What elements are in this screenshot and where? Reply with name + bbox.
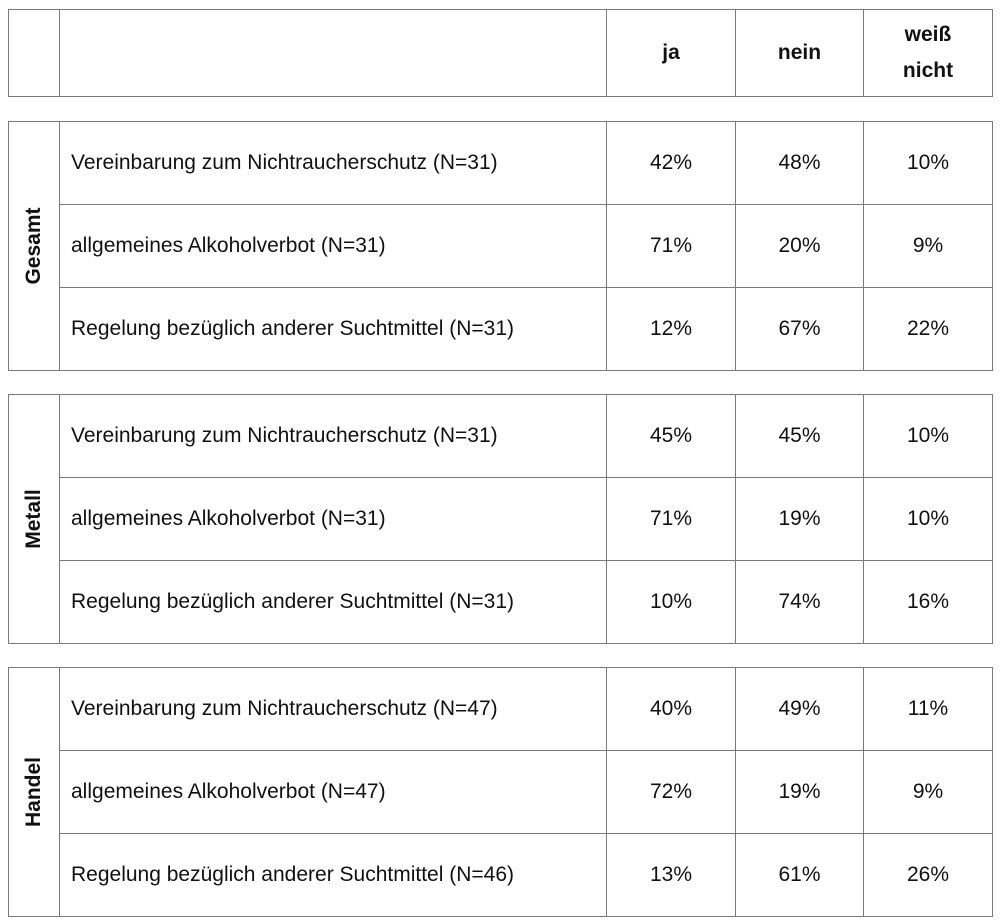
cell-nein: 74% — [736, 561, 864, 644]
cell-ja: 13% — [607, 834, 736, 917]
cell-nein: 61% — [736, 834, 864, 917]
cell-nein: 20% — [736, 205, 864, 288]
column-header-weiss-nicht — [864, 10, 993, 97]
row-label: Vereinbarung zum Nichtraucherschutz (N=31) — [60, 122, 607, 205]
header-table — [8, 9, 993, 97]
row-label: allgemeines Alkoholverbot (N=31) — [60, 478, 607, 561]
table-row — [9, 668, 993, 751]
cell-ja: 71% — [607, 205, 736, 288]
cell-weiss-nicht: 26% — [864, 834, 993, 917]
cell-nein: 19% — [736, 478, 864, 561]
cell-weiss-nicht: 9% — [864, 205, 993, 288]
group-label-cell — [9, 668, 60, 917]
column-header-weiss-nicht-line2: nicht — [902, 59, 954, 82]
cell-weiss-nicht: 9% — [864, 751, 993, 834]
table-row — [9, 834, 993, 917]
cell-weiss-nicht: 22% — [864, 288, 993, 371]
cell-ja: 71% — [607, 478, 736, 561]
row-label: Vereinbarung zum Nichtraucherschutz (N=31) — [60, 395, 607, 478]
column-header-weiss-nicht-line1: weiß — [904, 23, 952, 46]
cell-nein: 45% — [736, 395, 864, 478]
group-label: Metall — [22, 489, 45, 549]
table-row — [9, 288, 993, 371]
table-row — [9, 751, 993, 834]
column-header-nein: nein — [736, 10, 864, 97]
cell-ja: 42% — [607, 122, 736, 205]
row-label: allgemeines Alkoholverbot (N=47) — [60, 751, 607, 834]
group-label: Handel — [22, 756, 45, 828]
row-label: Vereinbarung zum Nichtraucherschutz (N=47) — [60, 668, 607, 751]
group-label-cell — [9, 395, 60, 644]
table-row — [9, 122, 993, 205]
cell-weiss-nicht: 10% — [864, 395, 993, 478]
row-label: Regelung bezüglich anderer Suchtmittel (N=31) — [60, 288, 607, 371]
column-header-ja: ja — [607, 10, 736, 97]
header-label-cell — [60, 10, 607, 97]
row-label: allgemeines Alkoholverbot (N=31) — [60, 205, 607, 288]
cell-nein: 48% — [736, 122, 864, 205]
cell-weiss-nicht: 10% — [864, 122, 993, 205]
cell-ja: 12% — [607, 288, 736, 371]
group-label-cell — [9, 122, 60, 371]
table-row — [9, 205, 993, 288]
header-empty-cell — [9, 10, 60, 97]
group-label: Gesamt — [22, 207, 45, 285]
group-table-gesamt — [8, 121, 993, 371]
cell-nein: 67% — [736, 288, 864, 371]
cell-weiss-nicht: 10% — [864, 478, 993, 561]
cell-weiss-nicht: 11% — [864, 668, 993, 751]
row-label: Regelung bezüglich anderer Suchtmittel (N=31) — [60, 561, 607, 644]
cell-nein: 19% — [736, 751, 864, 834]
table-row — [9, 478, 993, 561]
group-table-metall — [8, 394, 993, 644]
cell-weiss-nicht: 16% — [864, 561, 993, 644]
row-label: Regelung bezüglich anderer Suchtmittel (N=46) — [60, 834, 607, 917]
table-row — [9, 395, 993, 478]
cell-nein: 49% — [736, 668, 864, 751]
group-table-handel — [8, 667, 993, 917]
cell-ja: 45% — [607, 395, 736, 478]
header-row — [9, 10, 993, 97]
cell-ja: 40% — [607, 668, 736, 751]
cell-ja: 10% — [607, 561, 736, 644]
table-row — [9, 561, 993, 644]
cell-ja: 72% — [607, 751, 736, 834]
